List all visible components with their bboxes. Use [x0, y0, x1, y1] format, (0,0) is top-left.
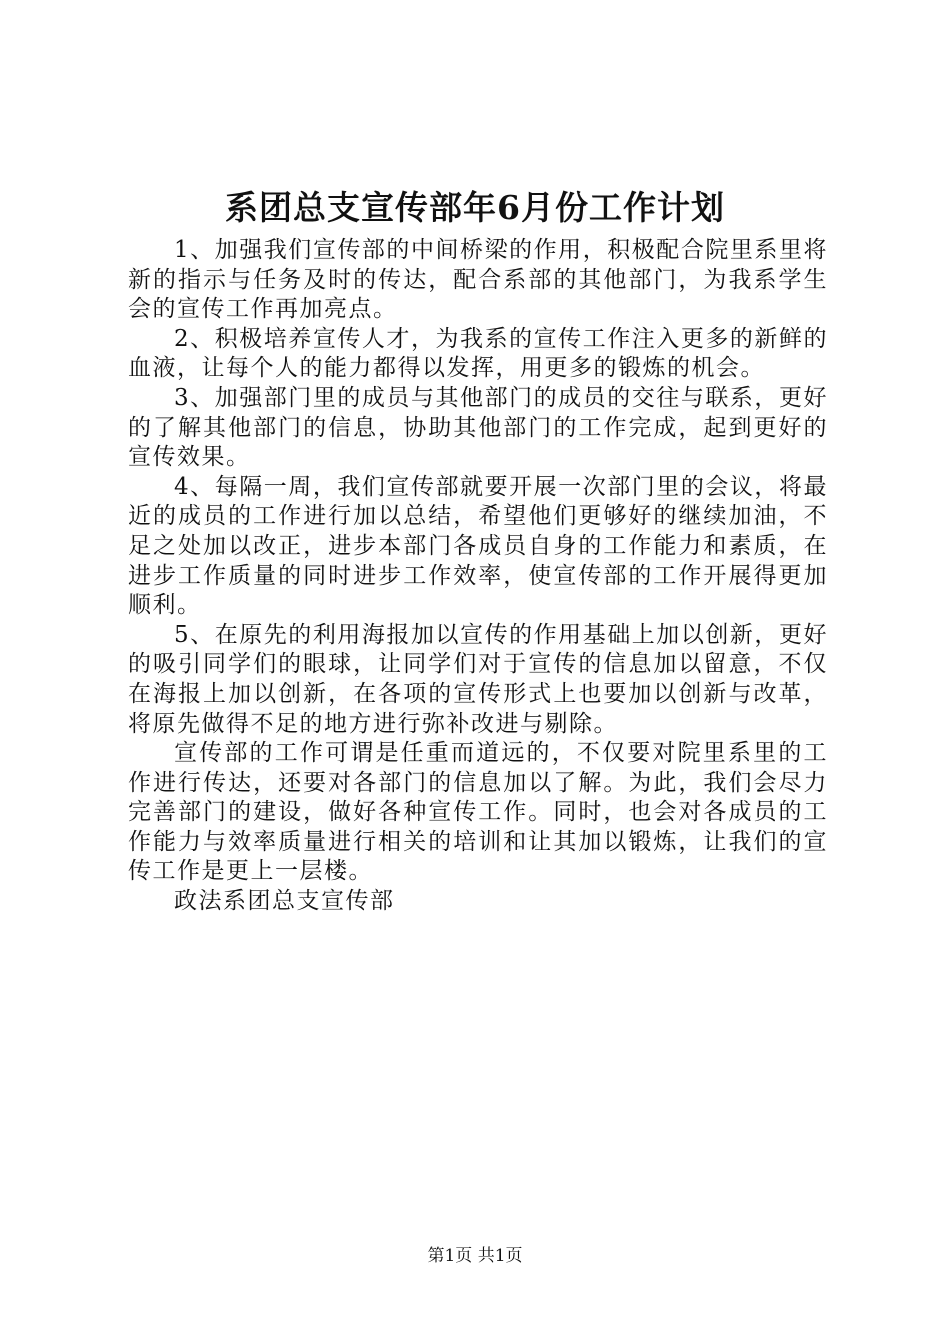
signature: 政法系团总支宣传部 [174, 888, 395, 915]
paragraph-summary: 宣传部的工作可谓是任重而道远的，不仅要对院里系里的工作进行传达，还要对各部门的信息加以了解。为此，我们会尽力完善部门的建设，做好各种宣传工作。同时，也会对各成员的工作能力与效率质量进行相关的培训和让其加以锻炼，让我们的宣传工作是更上一层楼。 [128, 740, 828, 885]
page-number-footer: 第1页 共1页 [427, 1246, 523, 1266]
paragraph-5: 5、在原先的利用海报加以宣传的作用基础上加以创新，更好的吸引同学们的眼球，让同学们对于宣传的信息加以留意，不仅在海报上加以创新，在各项的宣传形式上也要加以创新与改革，将原先做得不足的地方进行弥补改进与剔除。 [128, 621, 828, 737]
paragraph-4: 4、每隔一周，我们宣传部就要开展一次部门里的会议，将最近的成员的工作进行加以总结，希望他们更够好的继续加油，不足之处加以改正，进步本部门各成员自身的工作能力和素质，在进步工作质量的同时进步工作效率，使宣传部的工作开展得更加顺利。 [128, 473, 828, 619]
paragraph-3: 3、加强部门里的成员与其他部门的成员的交往与联系，更好的了解其他部门的信息，协助其他部门的工作完成，起到更好的宣传效果。 [128, 384, 828, 471]
document-body [128, 236, 828, 917]
paragraph-1: 1、加强我们宣传部的中间桥梁的作用，积极配合院里系里将新的指示与任务及时的传达，配合系部的其他部门，为我系学生会的宣传工作再加亮点。 [128, 237, 828, 323]
document-title: 系团总支宣传部年6月份工作计划 [225, 188, 725, 227]
paragraph-2: 2、积极培养宣传人才，为我系的宣传工作注入更多的新鲜的血液，让每个人的能力都得以发挥，用更多的锻炼的机会。 [128, 325, 828, 382]
